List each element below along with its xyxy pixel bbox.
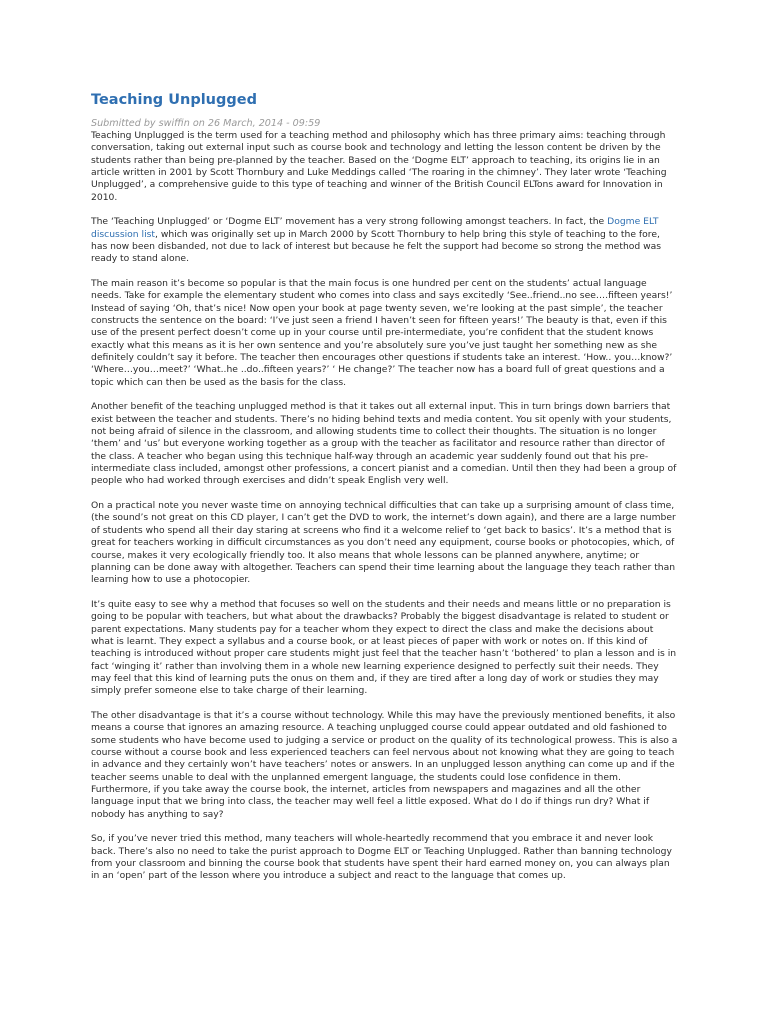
paragraph-6: It’s quite easy to see why a method that focuses so well on the students and their needs and means little or no preparation is going to be popular with teachers, but what about the drawbacks? Probably the biggest disadvantage is related to student or parent expectations. Many students pay for a teacher whom they expect to direct the class and make the decisions about what is learnt. They expect a syllabus and a course book, or at least pieces of paper with work or notes on. If this kind of teaching is introduced without proper care students might just feel that the teacher hasn’t ‘bothered’ to plan a lesson and is in fact ‘winging it’ rather than involving them in a whole new learning experience designed to perfectly suit their needs. They may feel that this kind of learning puts the onus on them and, if they are tired after a long day of work or studies they may simply prefer someone else to take charge of their learning. — [91, 598, 677, 697]
article-title[interactable]: Teaching Unplugged — [91, 92, 257, 108]
paragraph-2 — [91, 216, 678, 265]
dogme-elt-discussion-list-link[interactable]: Dogme ELT discussion list — [91, 216, 659, 240]
article — [91, 90, 678, 895]
submitted-by-meta: Submitted by swiffin on 26 March, 2014 - 09:59 — [91, 118, 321, 129]
paragraph-7: The other disadvantage is that it’s a course without technology. While this may have the previously mentioned benefits, it also means a course that ignores an amazing resource. A teaching unplugged course could appear outdated and old fashioned to some students who have become used to judging a service or product on the quality of its technological prowess. This is also a course without a course book and less experienced teachers can feel nervous about not knowing what they are going to teach in advance and they certainly won’t have teachers’ notes or answers. In an unplugged lesson anything can come up and if the teacher seems unable to deal with the unplanned emergent language, the students could lose confidence in them. Furthermore, if you take away the course book, the internet, articles from newspapers and magazines and all the other language input that we bring into class, the teacher may well feel a little exposed. What do I do if things run dry? What if nobody has anything to say? — [91, 709, 678, 820]
paragraph-1: Teaching Unplugged is the term used for a teaching method and philosophy which has three primary aims: teaching through conversation, taking out external input such as course book and technology and letting the lesson content be driven by the students rather than being pre-planned by the teacher. Based on the ‘Dogme ELT’ approach to teaching, its origins lie in an article written in 2001 by Scott Thornbury and Luke Meddings called ‘The roaring in the chimney’. They later wrote ‘Teaching Unplugged’, a comprehensive guide to this type of teaching and winner of the British Council ELTons award for Innovation in 2010. — [91, 130, 667, 203]
paragraph-2-text-before: The ‘Teaching Unplugged’ or ‘Dogme ELT’ movement has a very strong following amongst teachers. In fact, the — [91, 216, 608, 228]
paragraph-8: So, if you’ve never tried this method, many teachers will whole-heartedly recommend that you embrace it and never look back. There’s also no need to take the purist approach to Dogme ELT or Teaching Unplugged. Rather than banning technology from your classroom and binning the course book that students have spent their hard earned money on, you can always plan in an ‘open’ part of the lesson where you introduce a subject and react to the language that comes up. — [91, 833, 672, 882]
paragraph-4: Another benefit of the teaching unplugged method is that it takes out all external input. This in turn brings down barriers that exist between the teacher and students. There’s no hiding behind texts and media content. You sit openly with your students, not being afraid of silence in the classroom, and allowing students time to collect their thoughts. The situation is no longer ‘them’ and ‘us’ but everyone working together as a group with the teacher as facilitator and resource rather than director of the class. A teacher who began using this technique half-way through an academic year suddenly found out that his pre-intermediate class included, amongst other professions, a concert pianist and a comedian. Until then they had been a group of people who had worked through exercises and didn’t speak English very well. — [91, 401, 677, 487]
paragraph-3: The main reason it’s become so popular is that the main focus is one hundred per cent on the students’ actual language needs. Take for example the elementary student who comes into class and says excitedly ‘See..friend..no see….fifteen years!’ Instead of saying ‘Oh, that’s nice! Now open your book at page twenty seven, we’re looking at the past simple’, the teacher constructs the sentence on the board: ‘I’ve just seen a friend I haven’t seen for fifteen years!’ The beauty is that, even if this use of the present perfect doesn’t come up in your course until pre-intermediate, you’re confident that the student knows exactly what this means as it is her own sentence and you’re absolutely sure you’ve just taught her something new as she definitely couldn’t say it before. The teacher then encourages other questions if students take an interest. ‘How.. you…know?’ ‘Where…you…meet?’ ‘What..he ..do..fifteen years?’ ‘ He change?’ The teacher now has a board full of great questions and a topic which can then be used as the basis for the class. — [91, 278, 673, 388]
paragraph-5: On a practical note you never waste time on annoying technical difficulties that can take up a surprising amount of class time, (the sound’s not great on this CD player, I can’t get the DVD to work, the internet’s down again), and there are a large number of students who spend all their day staring at screens who find it a welcome relief to ‘get back to basics’. It’s a method that is great for teachers working in difficult circumstances as you don’t need any equipment, course books or photocopies, which, of course, makes it very ecologically friendly too. It also means that whole lessons can be planned anywhere, anytime; or planning can be done away with altogether. Teachers can spend their time learning about the language they teach rather than learning how to use a photocopier. — [91, 500, 676, 586]
paragraph-2-text-after: , which was originally set up in March 2000 by Scott Thornbury to help bring this style of teaching to the fore, has now been disbanded, not due to lack of interest but because he felt the support had become so strong the method was ready to stand alone. — [91, 228, 662, 265]
